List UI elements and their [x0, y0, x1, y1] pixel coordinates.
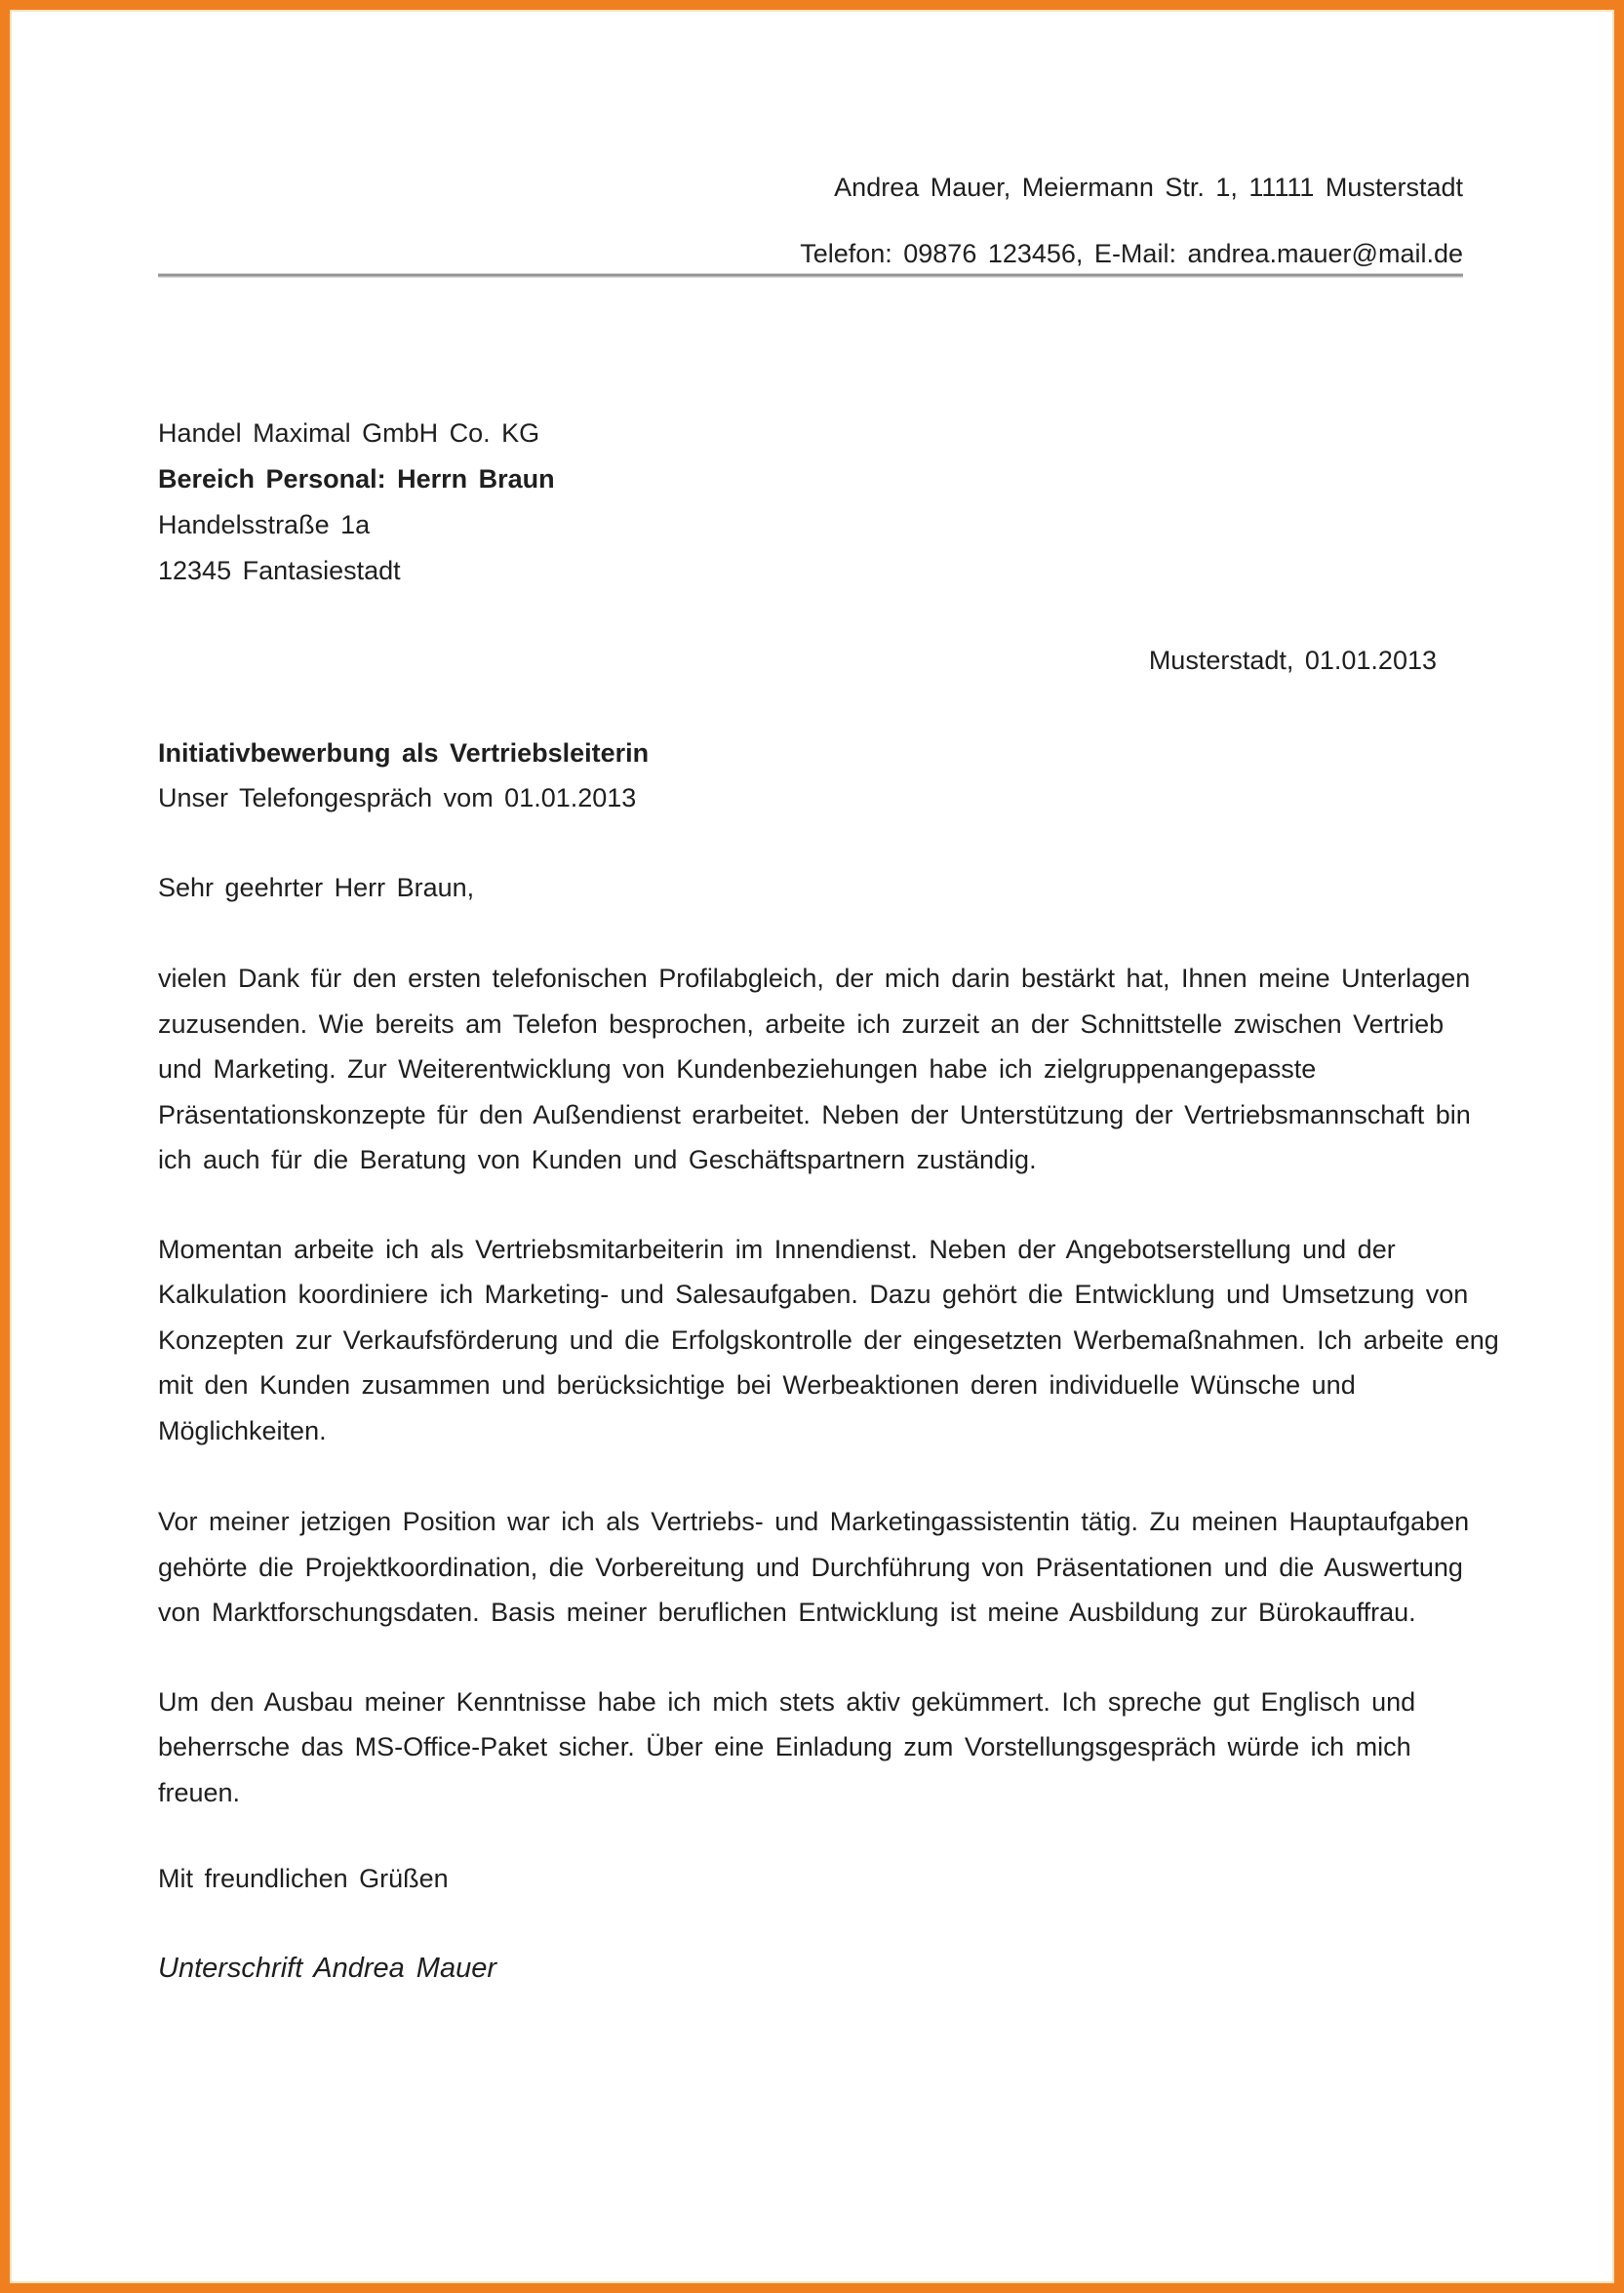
sender-contact: Telefon: 09876 123456, E-Mail: andrea.mauer@mail.de: [800, 239, 1463, 268]
paragraph-line: ich auch für die Beratung von Kunden und Geschäftspartnern zuständig.: [158, 1145, 1037, 1174]
subject-block: [158, 731, 1463, 820]
paragraph-3: [158, 1499, 1470, 1636]
paragraph-4: [158, 1680, 1463, 1816]
recipient-company: Handel Maximal GmbH Co. KG: [158, 418, 540, 448]
salutation: Sehr geehrter Herr Braun,: [158, 873, 475, 902]
date-line: Musterstadt, 01.01.2013: [1148, 646, 1437, 675]
paragraph-line: von Marktforschungsdaten. Basis meiner beruflichen Entwicklung ist meine Ausbildung zur Bürokauffrau.: [158, 1598, 1416, 1627]
paragraph-2: [158, 1227, 1499, 1454]
paragraph-line: mit den Kunden zusammen und berücksichtige bei Werbeaktionen deren individuelle Wünsche und: [158, 1370, 1356, 1400]
header-divider: [158, 273, 1463, 278]
recipient-street: Handelsstraße 1a: [158, 510, 371, 539]
closing-formula: Mit freundlichen Grüßen: [158, 1864, 449, 1893]
paragraph-line: vielen Dank für den ersten telefonischen Profilabgleich, der mich darin bestärkt hat, Ihnen meine Unterlagen: [158, 964, 1471, 993]
paragraph-line: Möglichkeiten.: [158, 1415, 327, 1445]
recipient-block: [158, 411, 1463, 594]
paragraph-line: Kalkulation koordiniere ich Marketing- und Salesaufgaben. Dazu gehört die Entwicklung und Umsetzung von: [158, 1280, 1469, 1309]
paragraph-line: Um den Ausbau meiner Kenntnisse habe ich mich stets aktiv gekümmert. Ich spreche gut Englisch und: [158, 1686, 1416, 1717]
paragraph-line: Konzepten zur Verkaufsförderung und die Erfolgskontrolle der eingesetzten Werbemaßnahmen. Ich arbeite eng: [158, 1324, 1499, 1355]
sender-header: [158, 168, 1463, 273]
paragraph-line: gehörte die Projektkoordination, die Vorbereitung und Durchführung von Präsentationen und die Auswertung: [158, 1552, 1463, 1582]
signature-line: Unterschrift Andrea Mauer: [158, 1953, 497, 1984]
subject-reference: Unser Telefongespräch vom 01.01.2013: [158, 783, 637, 812]
paragraph-line: freuen.: [158, 1777, 241, 1807]
paragraph-line: Präsentationskonzepte für den Außendienst erarbeitet. Neben der Unterstützung der Vertriebsmannschaft bin: [158, 1099, 1471, 1129]
paragraph-1: [158, 956, 1471, 1183]
recipient-department: Bereich Personal: Herrn Braun: [158, 464, 555, 494]
letter-content: [10, 168, 1614, 1991]
paragraph-line: zuzusenden. Wie bereits am Telefon besprochen, arbeite ich zurzeit an der Schnittstelle zwischen Vertrieb: [158, 1008, 1445, 1039]
paragraph-line: Vor meiner jetzigen Position war ich als Vertriebs- und Marketingassistentin tätig. Zu meinen Hauptaufgaben: [158, 1507, 1470, 1536]
paragraph-line: und Marketing. Zur Weiterentwicklung von Kundenbeziehungen habe ich zielgruppenangepasste: [158, 1054, 1317, 1084]
recipient-city: 12345 Fantasiestadt: [158, 556, 401, 585]
sender-address: Andrea Mauer, Meiermann Str. 1, 11111 Musterstadt: [834, 173, 1463, 202]
paragraph-line: Momentan arbeite ich als Vertriebsmitarbeiterin im Innendienst. Neben der Angebotserstellung und der: [158, 1234, 1396, 1264]
subject-title: Initiativbewerbung als Vertriebsleiterin: [158, 738, 650, 768]
paragraph-line: beherrsche das MS-Office-Paket sicher. Über eine Einladung zum Vorstellungsgespräch würde ich mich: [158, 1732, 1411, 1761]
